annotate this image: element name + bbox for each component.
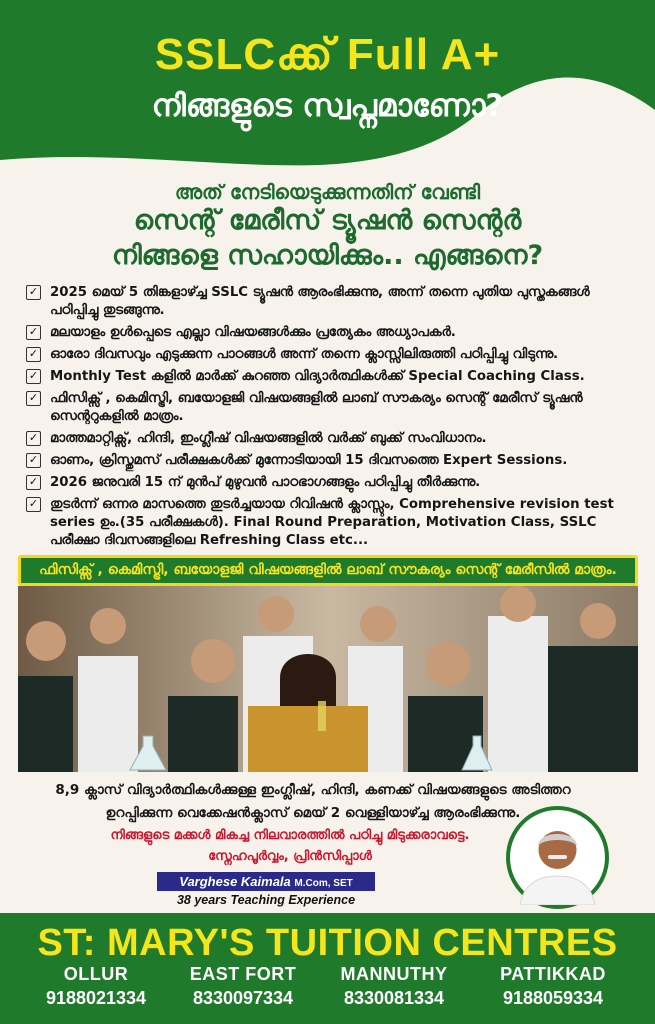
feature-text: തുടർന്ന് ഒന്നര മാസത്തെ തുടർച്ചയായ റിവിഷൻ ക്ലാസ്സും, Comprehensive revision test series ഉം.(35 പരീക്ഷകൾ). Final Round Preparation, Motivation Class, SSLC പരീക്ഷാ ദിവസങ്ങളിലെ Refreshing Class etc... — [50, 497, 614, 548]
intro-line-2: സെന്റ് മേരീസ് ട്യൂഷൻ സെന്റർ — [133, 205, 522, 236]
feature-list — [26, 284, 641, 554]
branch-name: PATTIKKAD — [500, 964, 606, 984]
principal-name-plate — [157, 872, 375, 891]
feature-item — [26, 284, 641, 320]
hero-subtitle: നിങ്ങളുടെ സ്വപ്നമാണോ? — [151, 88, 504, 124]
feature-text: Monthly Test കളിൽ മാർക്ക് കുറഞ്ഞ വിദ്യാർത്ഥികൾക്ക് Special Coaching Class. — [50, 369, 585, 384]
branch-ollur — [21, 964, 171, 1009]
intro-line-1: അത് നേടിയെടുക്കുന്നതിന് വേണ്ടി — [174, 180, 481, 204]
branch-phone: 9188059334 — [502, 988, 604, 1008]
checkbox-icon: ✓ — [26, 497, 41, 512]
lab-scene-illustration — [18, 586, 638, 772]
intro-line-3: നിങ്ങളെ സഹായിക്കും.. എങ്ങനെ? — [111, 240, 544, 271]
branch-east-fort — [168, 964, 318, 1009]
feature-item — [26, 368, 641, 386]
lab-photo — [18, 586, 638, 772]
hero-wave-background — [0, 0, 655, 170]
checkbox-icon: ✓ — [26, 453, 41, 468]
branch-mannuthy — [319, 964, 469, 1009]
principal-degree: M.Com, SET — [294, 878, 353, 889]
checkbox-icon: ✓ — [26, 431, 41, 446]
checkbox-icon: ✓ — [26, 325, 41, 340]
branch-phone: 9188021334 — [45, 988, 147, 1008]
vacation-line-1: 8,9 ക്ലാസ് വിദ്യാർത്ഥികൾക്കുള്ള ഇംഗ്ലീഷ്, ഹിന്ദി, കണക്ക് വിഷയങ്ങളുടെ അടിത്തറ — [55, 782, 571, 798]
feature-item — [26, 430, 641, 448]
vacation-line-2: ഉറപ്പിക്കുന്ന വെക്കേഷൻക്ലാസ് മെയ് 2 വെള്ളിയാഴ്ച്ച ആരംഭിക്കുന്നു. — [105, 805, 521, 821]
brand-name: ST: MARY'S TUITION CENTRES — [37, 922, 618, 964]
feature-item — [26, 390, 641, 426]
lab-banner: ഫിസിക്സ് , കെമിസ്ട്രി, ബയോളജി വിഷയങ്ങളിൽ ലാബ് സൗകര്യം സെന്റ് മേരീസിൽ മാത്രം. — [18, 555, 638, 586]
branch-phone: 8330081334 — [343, 988, 445, 1008]
feature-item — [26, 324, 641, 342]
branch-name: EAST FORT — [189, 964, 297, 984]
principal-name: Varghese Kaimala — [179, 874, 291, 889]
feature-text: മാത്തമാറ്റിക്സ്, ഹിന്ദി, ഇംഗ്ലീഷ് വിഷയങ്ങളിൽ വർക്ക് ബുക്ക് സംവിധാനം. — [50, 431, 487, 446]
wish-line-1: നിങ്ങളുടെ മക്കൾ മികച്ച നിലവാരത്തിൽ പഠിച്ചു മിടുക്കരാവട്ടെ. — [110, 828, 470, 843]
branch-name: MANNUTHY — [340, 964, 448, 984]
feature-text: ഓരോ ദിവസവും എടുക്കുന്ന പാഠങ്ങൾ അന്ന് തന്നെ ക്ലാസ്സിലിരുത്തി പഠിപ്പിച്ചു വിടുന്നു. — [50, 347, 559, 362]
hero-banner — [0, 0, 655, 170]
principal-experience: 38 years Teaching Experience — [176, 893, 356, 907]
feature-text: മലയാളം ഉൾപ്പെടെ എല്ലാ വിഷയങ്ങൾക്കും പ്രത്യേകം അധ്യാപകർ. — [50, 325, 456, 340]
branch-name: OLLUR — [63, 964, 129, 984]
principal-portrait — [506, 806, 609, 909]
feature-text: 2025 മെയ് 5 തിങ്കളാഴ്ച്ച SSLC ട്യൂഷൻ ആരംഭിക്കുന്നു, അന്ന് തന്നെ പുതിയ പുസ്തകങ്ങൾ പഠിപ്പിച്ചു തുടങ്ങുന്നു. — [50, 285, 590, 318]
checkbox-icon: ✓ — [26, 285, 41, 300]
branch-phone: 8330097334 — [192, 988, 294, 1008]
feature-item — [26, 346, 641, 364]
checkbox-icon: ✓ — [26, 347, 41, 362]
feature-item — [26, 452, 641, 470]
checkbox-icon: ✓ — [26, 391, 41, 406]
avatar — [510, 810, 605, 905]
checkbox-icon: ✓ — [26, 369, 41, 384]
wish-line-2: സ്നേഹപൂർവ്വം, പ്രിൻസിപ്പാൾ — [208, 849, 372, 864]
feature-text: 2026 ജനുവരി 15 ന് മുൻപ് മുഴുവൻ പാഠഭാഗങ്ങളും പഠിപ്പിച്ചു തീർക്കുന്നു. — [50, 475, 481, 490]
feature-text: ഓണം, ക്രിസ്തുമസ് പരീക്ഷകൾക്ക് മുന്നോടിയായി 15 ദിവസത്തെ Expert Sessions. — [50, 453, 568, 468]
checkbox-icon: ✓ — [26, 475, 41, 490]
hero-title: SSLCക്ക് Full A+ — [154, 30, 501, 79]
feature-item — [26, 496, 641, 550]
feature-text: ഫിസിക്സ് , കെമിസ്ട്രി, ബയോളജി വിഷയങ്ങളിൽ ലാബ് സൗകര്യം സെന്റ് മേരീസ് ട്യൂഷൻ സെന്ററുകളിൽ മാത്രം. — [50, 391, 583, 424]
feature-item — [26, 474, 641, 492]
branch-pattikkad — [478, 964, 628, 1009]
